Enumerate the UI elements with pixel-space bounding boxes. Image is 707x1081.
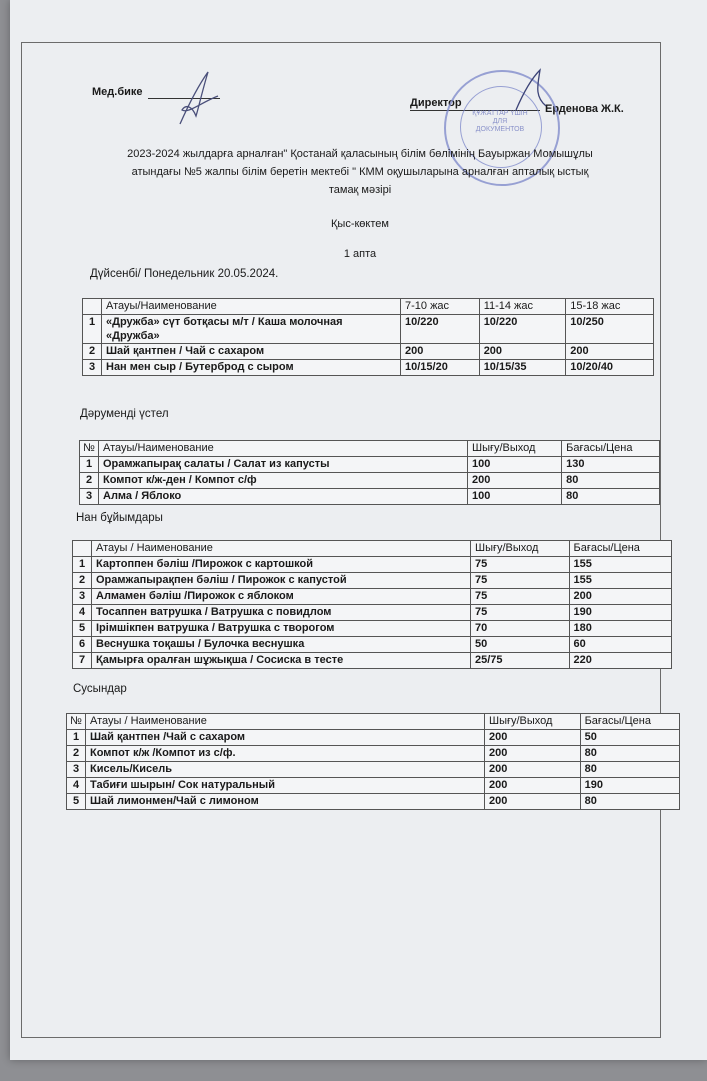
- row-value-11-14: 10/15/35: [479, 360, 566, 376]
- drinks-section-title: Сусындар: [73, 683, 127, 695]
- col-header-num: №: [80, 441, 99, 457]
- row-value-15-18: 10/250: [566, 315, 654, 344]
- row-number: 2: [67, 746, 86, 762]
- row-price: 50: [580, 730, 679, 746]
- row-name: Қамырға оралған шұжықша / Сосиска в тесте: [92, 653, 471, 669]
- row-number: 5: [73, 621, 92, 637]
- row-number: 3: [67, 762, 86, 778]
- week-label: 1 апта: [343, 248, 377, 260]
- row-name: Тосаппен ватрушка / Ватрушка с повидлом: [92, 605, 471, 621]
- title-line-2: атындағы №5 жалпы білім беретін мектебі " КММ оқушыларына арналған апталық ыстық: [131, 166, 589, 178]
- vitamin-table: [79, 440, 660, 505]
- table-header-row: [80, 441, 660, 457]
- row-name: Шай лимонмен/Чай с лимоном: [86, 794, 485, 810]
- day-label: Дүйсенбі/ Понедельник 20.05.2024.: [90, 268, 279, 280]
- row-yield: 200: [485, 778, 581, 794]
- table-row: [67, 762, 680, 778]
- row-price: 220: [569, 653, 671, 669]
- row-price: 80: [562, 473, 660, 489]
- table-row: [83, 360, 654, 376]
- row-number: 1: [83, 315, 102, 344]
- row-number: 7: [73, 653, 92, 669]
- row-name: Ірімшікпен ватрушка / Ватрушка с творогом: [92, 621, 471, 637]
- bakery-table: [72, 540, 672, 669]
- director-signature: [512, 66, 552, 116]
- row-number: 4: [73, 605, 92, 621]
- nurse-signature: [168, 66, 228, 130]
- col-header-num: [83, 299, 102, 315]
- col-header-yield: Шығу/Выход: [471, 541, 570, 557]
- row-value-11-14: 200: [479, 344, 566, 360]
- table-row: [80, 457, 660, 473]
- row-yield: 200: [485, 730, 581, 746]
- col-header-age-7-10: 7-10 жас: [401, 299, 480, 315]
- row-name-line-1: «Дружба» сүт ботқасы м/т / Каша молочная: [106, 316, 343, 328]
- col-header-price: Бағасы/Цена: [562, 441, 660, 457]
- row-price: 200: [569, 589, 671, 605]
- table-header-row: [67, 714, 680, 730]
- row-price: 190: [580, 778, 679, 794]
- row-name: Алмамен бәліш /Пирожок с яблоком: [92, 589, 471, 605]
- col-header-price: Бағасы/Цена: [569, 541, 671, 557]
- drinks-table: [66, 713, 680, 810]
- row-name: Картоппен бәліш /Пирожок с картошкой: [92, 557, 471, 573]
- row-price: 80: [580, 762, 679, 778]
- row-yield: 50: [471, 637, 570, 653]
- row-number: 4: [67, 778, 86, 794]
- row-name: Компот к/ж-ден / Компот с/ф: [99, 473, 468, 489]
- school-stamp: ҚҰЖАТТАР ҮШІН ДЛЯ ДОКУМЕНТОВ: [444, 70, 560, 186]
- director-name: Ерденова Ж.К.: [545, 103, 624, 115]
- row-number: 3: [80, 489, 99, 505]
- row-name: Компот к/ж /Компот из с/ф.: [86, 746, 485, 762]
- main-menu-table: [82, 298, 654, 376]
- row-value-11-14: 10/220: [479, 315, 566, 344]
- table-row: [73, 573, 672, 589]
- row-yield: 200: [468, 473, 562, 489]
- row-yield: 200: [485, 746, 581, 762]
- table-row: [73, 589, 672, 605]
- row-name-line-2: «Дружба»: [106, 330, 160, 342]
- row-number: 3: [83, 360, 102, 376]
- col-header-name: Атауы / Наименование: [92, 541, 471, 557]
- row-number: 2: [80, 473, 99, 489]
- row-yield: 75: [471, 605, 570, 621]
- col-header-name: Атауы/Наименование: [99, 441, 468, 457]
- row-number: 2: [83, 344, 102, 360]
- col-header-yield: Шығу/Выход: [485, 714, 581, 730]
- row-price: 130: [562, 457, 660, 473]
- row-name: Орамжапырақ салаты / Салат из капусты: [99, 457, 468, 473]
- vitamin-section-title: Дәруменді үстел: [80, 408, 169, 420]
- nurse-label: Мед.бике: [92, 86, 143, 98]
- row-value-7-10: 200: [401, 344, 480, 360]
- col-header-age-11-14: 11-14 жас: [479, 299, 566, 315]
- row-yield: 200: [485, 794, 581, 810]
- table-row: [80, 473, 660, 489]
- table-row: [73, 605, 672, 621]
- row-yield: 25/75: [471, 653, 570, 669]
- col-header-age-15-18: 15-18 жас: [566, 299, 654, 315]
- row-number: 1: [73, 557, 92, 573]
- table-header-row: [73, 541, 672, 557]
- row-name: Шай қантпен /Чай с сахаром: [86, 730, 485, 746]
- col-header-name: Атауы/Наименование: [102, 299, 401, 315]
- table-row: [67, 746, 680, 762]
- row-number: 2: [73, 573, 92, 589]
- row-name: [102, 315, 401, 344]
- row-price: 60: [569, 637, 671, 653]
- director-label: Директор: [410, 97, 462, 109]
- row-yield: 75: [471, 589, 570, 605]
- row-price: 190: [569, 605, 671, 621]
- table-row: [83, 344, 654, 360]
- row-price: 80: [562, 489, 660, 505]
- title-line-3: тамақ мәзірі: [328, 184, 392, 196]
- season-label: Қыс-көктем: [331, 218, 389, 230]
- col-header-num: [73, 541, 92, 557]
- row-value-7-10: 10/220: [401, 315, 480, 344]
- row-name: Орамжапырақпен бәліш / Пирожок с капустой: [92, 573, 471, 589]
- row-price: 155: [569, 557, 671, 573]
- table-row: [73, 637, 672, 653]
- row-number: 1: [80, 457, 99, 473]
- row-yield: 70: [471, 621, 570, 637]
- row-yield: 75: [471, 557, 570, 573]
- row-name: Табиғи шырын/ Сок натуральный: [86, 778, 485, 794]
- row-yield: 100: [468, 457, 562, 473]
- bakery-section-title: Нан бұйымдары: [76, 512, 163, 524]
- col-header-num: №: [67, 714, 86, 730]
- row-name: Кисель/Кисель: [86, 762, 485, 778]
- row-value-7-10: 10/15/20: [401, 360, 480, 376]
- row-number: 5: [67, 794, 86, 810]
- row-price: 155: [569, 573, 671, 589]
- table-row: [80, 489, 660, 505]
- row-name: Алма / Яблоко: [99, 489, 468, 505]
- row-name: Шай қантпен / Чай с сахаром: [102, 344, 401, 360]
- title-line-1: 2023-2024 жылдарға арналған" Қостанай қаласының білім бөлімінің Бауыржан Момышұлы: [127, 148, 593, 160]
- table-row: [83, 315, 654, 344]
- row-price: 80: [580, 794, 679, 810]
- row-name: Веснушка тоқашы / Булочка веснушка: [92, 637, 471, 653]
- row-yield: 200: [485, 762, 581, 778]
- col-header-yield: Шығу/Выход: [468, 441, 562, 457]
- row-price: 180: [569, 621, 671, 637]
- row-number: 3: [73, 589, 92, 605]
- table-row: [67, 794, 680, 810]
- row-value-15-18: 10/20/40: [566, 360, 654, 376]
- row-price: 80: [580, 746, 679, 762]
- table-row: [67, 730, 680, 746]
- row-name: Нан мен сыр / Бутерброд с сыром: [102, 360, 401, 376]
- row-number: 6: [73, 637, 92, 653]
- row-yield: 100: [468, 489, 562, 505]
- table-row: [73, 653, 672, 669]
- table-header-row: [83, 299, 654, 315]
- col-header-price: Бағасы/Цена: [580, 714, 679, 730]
- col-header-name: Атауы / Наименование: [86, 714, 485, 730]
- row-value-15-18: 200: [566, 344, 654, 360]
- table-row: [67, 778, 680, 794]
- row-number: 1: [67, 730, 86, 746]
- row-yield: 75: [471, 573, 570, 589]
- table-row: [73, 621, 672, 637]
- table-row: [73, 557, 672, 573]
